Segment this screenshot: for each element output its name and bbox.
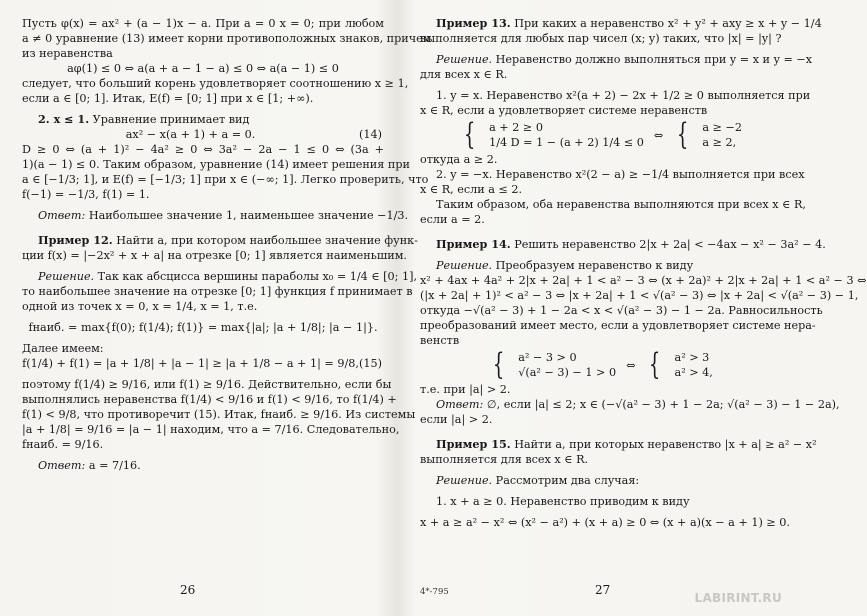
text-line <box>420 52 813 67</box>
system-2-left <box>518 350 616 380</box>
case-2-text: Уравнение принимает вид <box>89 113 250 126</box>
text-line: a ∈ [−1/3; 1], и E(f) = [−1/3; 1] при x ∈ (−∞; 1]. Легко проверить, что <box>22 173 429 186</box>
system-row: a ≥ 2, <box>702 136 737 149</box>
solution-12 <box>22 269 418 314</box>
system-2 <box>420 347 782 382</box>
solution-15-label: Решение. <box>436 474 493 487</box>
system-row: a² > 3 <box>674 351 710 364</box>
text-line: fнаиб. = 9/16. <box>22 438 104 451</box>
text-line: |a + 1/8| = 9/16 = |a − 1| находим, что a = 7/16. Следовательно, <box>22 423 400 436</box>
text-line: Таким образом, оба неравенства выполняются при всех x ∈ R, <box>436 198 806 211</box>
example-15-heading: Пример 15. <box>436 437 511 451</box>
text-line: x ∈ R, если a удовлетворяет системе неравенств <box>420 104 708 117</box>
text-line: ции f(x) = |−2x² + x + a| на отрезке [0; 1] является наименьшим. <box>22 249 407 262</box>
brace-icon: { <box>677 117 689 152</box>
page-number-left: 26 <box>180 583 196 597</box>
solution-14-label: Решение. <box>436 259 493 272</box>
solution-14 <box>420 258 782 273</box>
equation-15b: x + a ≥ a² − x² ⇔ (x² − a²) + (x + a) ≥ 0 ⇔ (x + a)(x − a + 1) ≥ 0. <box>420 516 790 529</box>
text-line <box>22 233 418 248</box>
example-12 <box>22 233 418 263</box>
case-2-paragraph <box>22 112 384 127</box>
text-line <box>420 437 817 452</box>
example-14 <box>420 237 826 252</box>
solution-14-text: Преобразуем неравенство к виду <box>492 259 694 272</box>
text-line: одной из точек x = 0, x = 1/4, x = 1, т.е. <box>22 300 258 313</box>
text-line: x ∈ R, если a ≤ 2. <box>420 183 523 196</box>
text-line: откуда −√(a² − 3) + 1 − 2a < x < √(a² − 3) − 1 − 2a. Равносильность <box>420 304 823 317</box>
text-line: для всех x ∈ R. <box>420 68 508 81</box>
equation-14 <box>22 127 384 142</box>
te-line: т.е. при |a| > 2. <box>420 383 511 396</box>
case-15-1: 1. x + a ≥ 0. Неравенство приводим к виду <box>436 495 690 508</box>
text-line: выполнялись неравенства f(1/4) < 9/16 и f(1) < 9/16, то f(1/4) + <box>22 393 397 406</box>
answer-2 <box>22 458 384 473</box>
system-1 <box>420 117 782 152</box>
text-line: венств <box>420 334 460 347</box>
text-line <box>22 269 418 284</box>
text-line <box>420 16 822 31</box>
system-row: √(a² − 3) − 1 > 0 <box>518 366 617 379</box>
text-line: f(1) < 9/8, что противоречит (15). Итак, fнаиб. ≥ 9/16. Из системы <box>22 408 416 421</box>
solution-15-text: Рассмотрим два случая: <box>492 474 640 487</box>
text-line: Пусть φ(x) = ax² + (a − 1)x − a. При a = 0 x = 0; при любом <box>22 17 384 30</box>
text-line-body: При каких a неравенство x² + y² + axy ≥ x + y − 1/4 <box>510 17 822 30</box>
system-2-right <box>675 350 713 380</box>
answer-1-label: Ответ: <box>38 209 86 222</box>
example-14-text: Решить неравенство 2|x + 2a| < −4ax − x² − 3a² − 4. <box>510 238 826 251</box>
brace-icon: { <box>649 347 661 382</box>
text-line: 1. y = x. Неравенство x²(a + 2) − 2x + 1/2 ≥ 0 выполняется при <box>436 89 811 102</box>
example-15 <box>420 437 817 467</box>
text-line-body: Так как абсцисса вершины параболы x₀ = 1/4 ∈ [0; 1], <box>94 270 418 283</box>
answer-14-label: Ответ: <box>436 398 484 411</box>
text-line: D ≥ 0 ⇔ (a + 1)² − 4a² ≥ 0 ⇔ 3a² − 2a − 1 ≤ 0 ⇔ (3a + <box>22 143 384 156</box>
system-row: a ≥ −2 <box>702 121 742 134</box>
text-line <box>420 397 840 412</box>
text-line: если |a| > 2. <box>420 413 493 426</box>
solution-14-block <box>420 273 867 348</box>
left-page <box>22 16 432 608</box>
text-line: (|x + 2a| + 1)² < a² − 3 ⇔ |x + 2a| + 1 < √(a² − 3) ⇔ |x + 2a| < √(a² − 3) − 1, <box>420 289 859 302</box>
dalee-text: Далее имеем: <box>22 342 104 355</box>
equation-14-body: ax² − x(a + 1) + a = 0. <box>125 128 256 141</box>
example-14-heading: Пример 14. <box>436 237 511 251</box>
solution-15 <box>420 473 782 488</box>
text-line: преобразований имеет место, если a удовлетворяет системе нера- <box>420 319 816 332</box>
system-row: a + 2 ≥ 0 <box>489 121 543 134</box>
text-line: 2. y = −x. Неравенство x²(2 − a) ≥ −1/4 выполняется при всех <box>436 168 805 181</box>
case-2-heading: 2. x ≤ 1. <box>38 112 90 126</box>
system-1-left <box>489 120 644 150</box>
example-12-heading: Пример 12. <box>38 233 113 247</box>
equation-15-number: (15) <box>359 357 382 370</box>
system-row: a² − 3 > 0 <box>518 351 577 364</box>
brace-icon: { <box>492 347 505 382</box>
example-13-heading: Пример 13. <box>436 16 511 30</box>
labirint-logo: LABIRINT.RU <box>694 591 782 605</box>
text-line: из неравенства <box>22 47 113 60</box>
text-line-body: ∅, если |a| ≤ 2; x ∈ (−√(a² − 3) + 1 − 2a; √(a² − 3) − 1 − 2a), <box>483 398 840 411</box>
signature-mark: 4*-795 <box>420 587 449 597</box>
equation-15-body: f(1/4) + f(1) = |a + 1/8| + |a − 1| ≥ |a + 1/8 − a + 1| = 9/8, <box>22 357 359 370</box>
equation-14-number: (14) <box>359 128 382 141</box>
discriminant-block <box>22 142 429 202</box>
text-line: x² + 4ax + 4a² + 2|x + 2a| + 1 < a² − 3 ⇔ (x + 2a)² + 2|x + 2a| + 1 < a² − 3 ⇔ <box>420 274 867 287</box>
text-line-body: Неравенство должно выполняться при y = x и y = −x <box>492 53 813 66</box>
system-row: a² > 4, <box>674 366 713 379</box>
answer-2-label: Ответ: <box>38 459 86 472</box>
text-line: выполняется для любых пар чисел (x; y) таких, что |x| = |y| ? <box>420 32 782 45</box>
brace-icon: { <box>463 117 476 152</box>
solution-13-label: Решение. <box>436 53 493 66</box>
text-line: если a ∈ [0; 1]. Итак, E(f) = [0; 1] при x ∈ [1; +∞). <box>22 92 314 105</box>
solution-13 <box>420 52 813 82</box>
text-line: то наибольшее значение на отрезке [0; 1] функция f принимает в <box>22 285 413 298</box>
text-line-body: Найти a, при котором наибольшее значение функ- <box>112 234 418 247</box>
equation-15 <box>22 356 384 371</box>
answer-14 <box>420 397 840 427</box>
conclusion-block <box>22 377 416 452</box>
left-intro-block <box>22 16 432 106</box>
system-row: 1/4 D = 1 − (a + 2) 1/4 ≤ 0 <box>489 136 644 149</box>
text-line: поэтому f(1/4) ≥ 9/16, или f(1) ≥ 9/16. Действительно, если бы <box>22 378 392 391</box>
case-13-1 <box>420 88 811 118</box>
text-line: следует, что больший корень удовлетворяет соотношению x ≥ 1, <box>22 77 409 90</box>
equivalence-arrow: ⇔ <box>626 358 636 372</box>
text-line: 1)(a − 1) ≤ 0. Таким образом, уравнение (14) имеет решения при <box>22 158 410 171</box>
text-line: f(−1) = −1/3, f(1) = 1. <box>22 188 150 201</box>
text-line: если a = 2. <box>420 213 485 226</box>
case-13-1-end: откуда a ≥ 2. <box>420 153 498 166</box>
solution-12-label: Решение. <box>38 270 95 283</box>
system-1-right <box>702 120 742 150</box>
text-line: a ≠ 0 уравнение (13) имеет корни противоположных знаков, причем <box>22 32 432 45</box>
answer-1-text: Наибольшее значение 1, наименьшее значение −1/3. <box>85 209 409 222</box>
equivalence-arrow: ⇔ <box>653 128 664 142</box>
fmax-equation: fнаиб. = max{f(0); f(1/4); f(1)} = max{|a|; |a + 1/8|; |a − 1|}. <box>28 321 378 334</box>
text-line: aφ(1) ≤ 0 ⇔ a(a + a − 1 − a) ≤ 0 ⇔ a(a − 1) ≤ 0 <box>67 62 339 75</box>
text-line: выполняется для всех x ∈ R. <box>420 453 589 466</box>
case-13-2 <box>420 167 806 227</box>
example-13 <box>420 16 822 46</box>
page-number-right: 27 <box>595 583 611 597</box>
text-line-body: Найти a, при которых неравенство |x + a| ≥ a² − x² <box>510 438 817 451</box>
answer-1 <box>22 208 409 223</box>
answer-2-text: a = 7/16. <box>85 459 141 472</box>
right-page <box>420 16 867 608</box>
